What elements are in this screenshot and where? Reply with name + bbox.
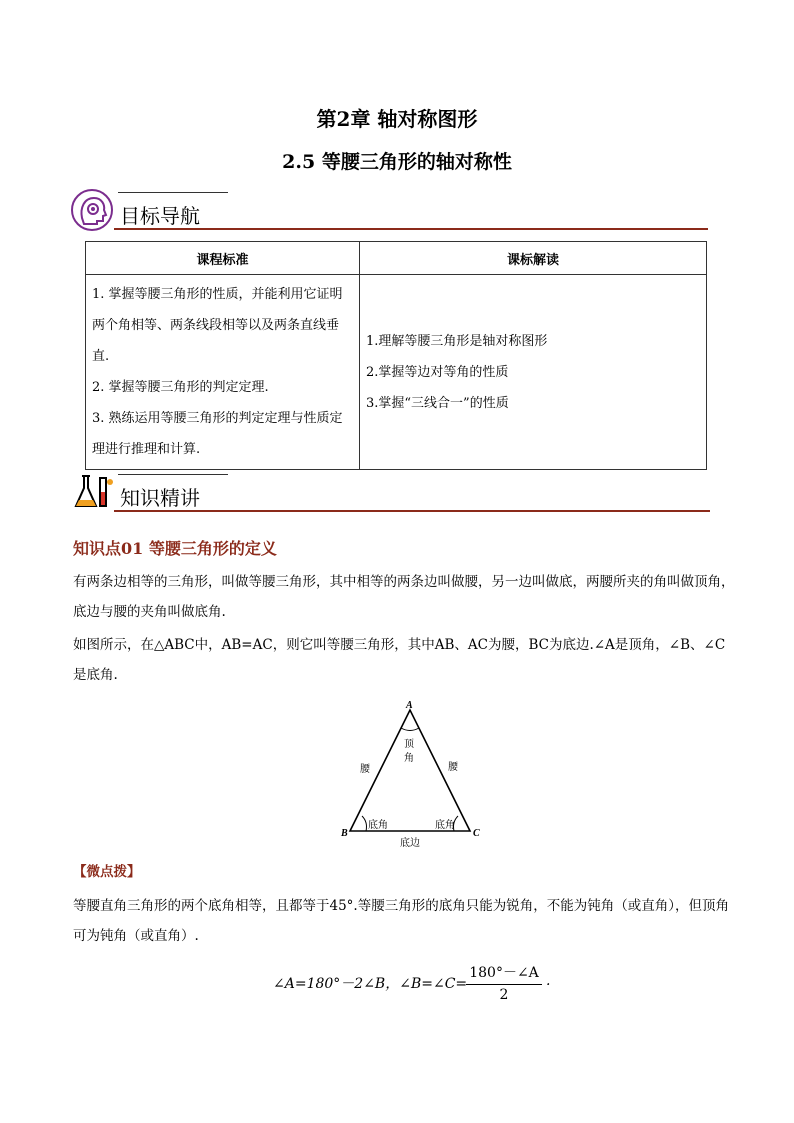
standard-item: 3. 熟练运用等腰三角形的判定定理与性质定理进行推理和计算.	[92, 411, 343, 457]
flask-icon	[72, 472, 116, 512]
table-row	[86, 275, 707, 470]
base-label: 底边	[400, 838, 420, 849]
knowledge-label: 知识精讲	[120, 486, 200, 510]
base-angle-left-label: 底角	[368, 820, 388, 831]
standards-cell	[86, 275, 360, 470]
goal-nav-header	[70, 188, 710, 232]
knowledge-header	[70, 470, 710, 514]
knowledge-point-title: 知识点01 等腰三角形的定义	[73, 539, 277, 558]
formula-left: ∠A=180°－2∠B，∠B=∠C=	[273, 976, 468, 992]
definition-paragraph: 有两条边相等的三角形，叫做等腰三角形，其中相等的两条边叫做腰，另一边叫做底，两腰所夹的角叫做顶角，底边与腰的夹角叫做底角.	[73, 574, 735, 620]
vertex-c-label: C	[473, 828, 480, 839]
header-top-line	[118, 192, 228, 193]
knowledge-rule	[114, 510, 710, 512]
interpretation-item: 3.掌握“三线合一”的性质	[366, 395, 509, 411]
fraction-numerator: 180°－∠A	[466, 962, 542, 985]
left-leg-label: 腰	[360, 764, 370, 775]
header-cell-interpretation: 课标解读	[360, 242, 707, 275]
vertex-a-label: A	[406, 700, 413, 711]
goal-nav-rule	[114, 228, 708, 230]
apex-angle-label-bottom: 角	[404, 753, 414, 764]
formula-fraction	[466, 962, 542, 1003]
table-header-row	[86, 242, 707, 275]
standards-table	[85, 241, 707, 470]
chapter-title: 第2章 轴对称图形	[316, 107, 478, 131]
standard-item: 1. 掌握等腰三角形的性质，并能利用它证明两个角相等、两条线段相等以及两条直线垂直.	[92, 287, 343, 364]
vertex-b-label: B	[341, 828, 348, 839]
header-top-line	[118, 474, 228, 475]
interpretations-cell	[360, 275, 707, 470]
fraction-denominator: 2	[499, 987, 509, 1003]
isosceles-triangle-figure	[330, 695, 490, 855]
right-leg-label: 腰	[448, 762, 458, 773]
interpretation-item: 1.理解等腰三角形是轴对称图形	[366, 333, 548, 349]
example-paragraph: 如图所示，在△ABC中，AB=AC，则它叫等腰三角形，其中AB、AC为腰，BC为底边.∠A是顶角，∠B、∠C是底角.	[73, 637, 726, 683]
base-angle-right-label: 底角	[435, 820, 455, 831]
formula-end: .	[546, 973, 551, 989]
head-gear-icon	[70, 188, 114, 232]
apex-angle-label-top: 顶	[404, 739, 414, 750]
tip-label: 【微点拨】	[73, 864, 141, 880]
interpretation-item: 2.掌握等边对等角的性质	[366, 364, 509, 380]
standard-item: 2. 掌握等腰三角形的判定定理.	[92, 380, 269, 395]
header-cell-standard: 课程标准	[86, 242, 360, 275]
tip-text: 等腰直角三角形的两个底角相等，且都等于45°.等腰三角形的底角只能为锐角，不能为钝角（或直角），但顶角可为钝角（或直角）.	[73, 898, 729, 944]
goal-nav-label: 目标导航	[120, 204, 200, 228]
section-title: 2.5 等腰三角形的轴对称性	[282, 151, 512, 173]
